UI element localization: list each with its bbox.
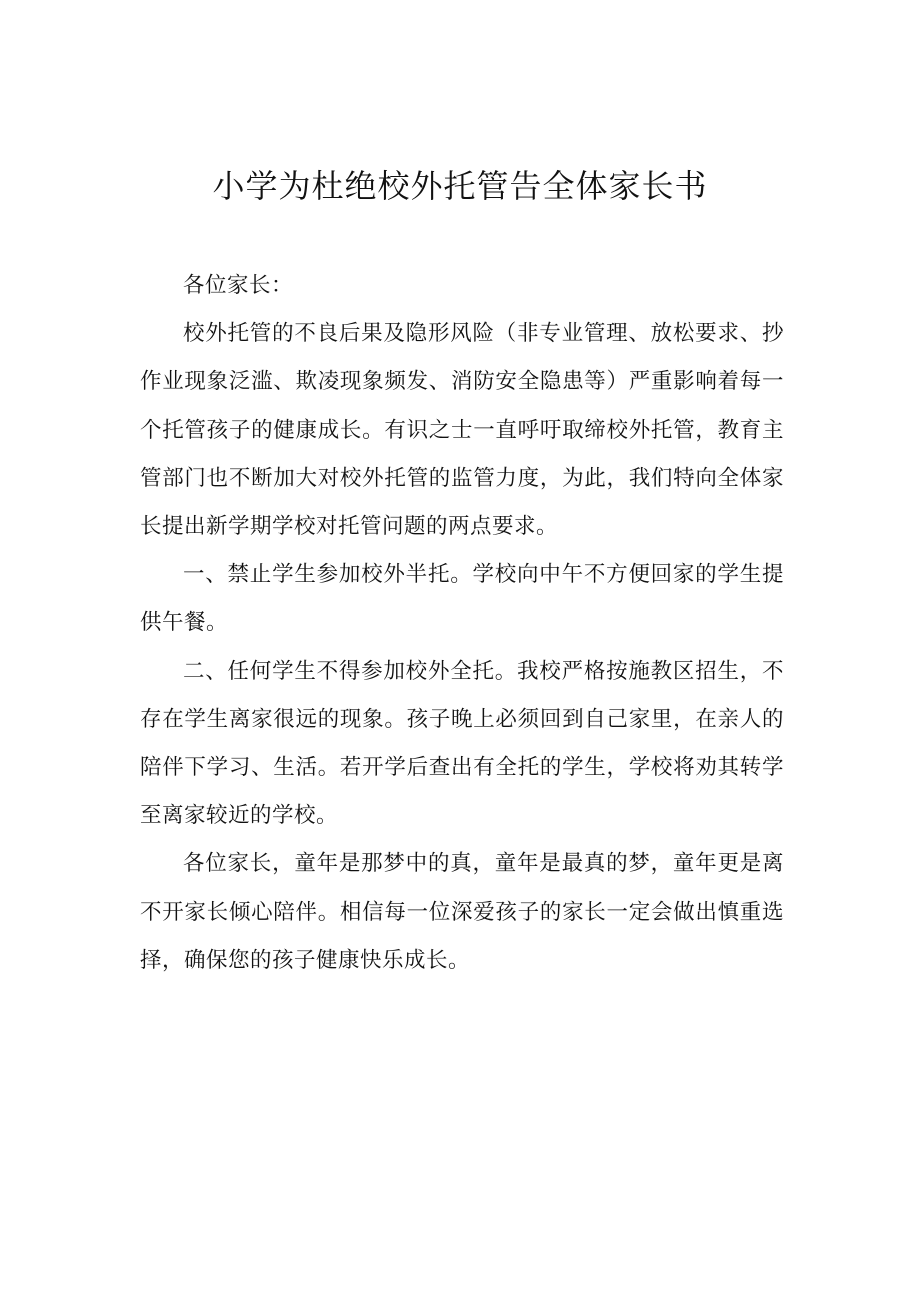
paragraph-requirement-two: 二、任何学生不得参加校外全托。我校严格按施教区招生，不存在学生离家很远的现象。孩子晚上必须回到自己家里，在亲人的陪伴下学习、生活。若开学后查出有全托的学生，学校将劝其转学至离家较近的学校。 <box>140 658 784 829</box>
salutation: 各位家长： <box>183 273 294 298</box>
paragraph-closing: 各位家长，童年是那梦中的真，童年是最真的梦，童年更是离不开家长倾心陪伴。相信每一位深爱孩子的家长一定会做出慎重选择，确保您的孩子健康快乐成长。 <box>140 851 784 973</box>
document-title: 小学为杜绝校外托管告全体家长书 <box>212 167 708 205</box>
paragraph-requirement-one: 一、禁止学生参加校外半托。学校向中午不方便回家的学生提供午餐。 <box>140 562 784 636</box>
paragraph-intro: 校外托管的不良后果及隐形风险（非专业管理、放松要求、抄作业现象泛滥、欺凌现象频发、消防安全隐患等）严重影响着每一个托管孩子的健康成长。有识之士一直呼吁取缔校外托管，教育主管部门也不断加大对校外托管的监管力度，为此，我们特向全体家长提出新学期学校对托管问题的两点要求。 <box>140 321 784 540</box>
document-body <box>140 262 784 985</box>
